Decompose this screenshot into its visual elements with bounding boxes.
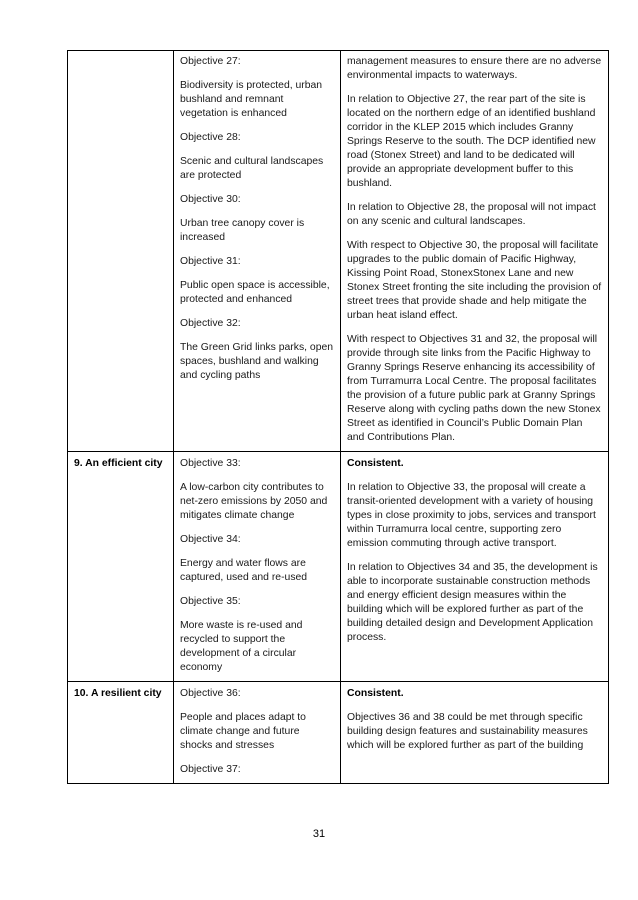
outcome-cell (68, 682, 174, 784)
objectives-cell (174, 51, 341, 452)
assessment-paragraph: management measures to ensure there are no adverse environmental impacts to waterways. (347, 56, 602, 81)
assessment-cell (341, 51, 609, 452)
outcome-cell (68, 51, 174, 452)
assessment-paragraph: In relation to Objective 28, the proposal will not impact on any scenic and cultural landscapes. (347, 202, 596, 227)
assessment-paragraph: With respect to Objective 30, the proposal will facilitate upgrades to the public domain of Pacific Highway, Kissing Point Road, StonexStonex Lane and new Stonex Street fronting the site including the provision of street trees that provide shade and help mitigate the urban heat island effect. (347, 240, 602, 321)
objective-heading: Objective 31: (180, 256, 241, 267)
objective-text: A low-carbon city contributes to net-zero emissions by 2050 and mitigates climate change (180, 482, 328, 521)
objective-heading: Objective 33: (180, 458, 241, 469)
outcome-label: 9. An efficient city (74, 458, 163, 469)
assessment-paragraph: Objectives 36 and 38 could be met through specific building design features and sustainability measures which will be explored further as part of the building (347, 712, 588, 751)
assessment-paragraph: In relation to Objective 33, the proposal will create a transit-oriented development with a variety of housing types in close proximity to jobs, services and transport within Turramurra local centre, supporting zero emission commuting through active transport. (347, 482, 596, 549)
objective-text: The Green Grid links parks, open spaces, bushland and walking and cycling paths (180, 342, 334, 381)
objective-text: Biodiversity is protected, urban bushland and remnant vegetation is enhanced (180, 80, 323, 119)
objective-text: Public open space is accessible, protected and enhanced (180, 280, 330, 305)
table-row (68, 51, 609, 452)
objective-heading: Objective 30: (180, 194, 241, 205)
objective-heading: Objective 37: (180, 764, 241, 775)
consistency-table (67, 50, 609, 784)
objective-text: Energy and water flows are captured, used and re-used (180, 558, 308, 583)
objective-heading: Objective 35: (180, 596, 241, 607)
objective-heading: Objective 34: (180, 534, 241, 545)
outcome-cell (68, 452, 174, 682)
objective-heading: Objective 27: (180, 56, 241, 67)
objective-heading: Objective 32: (180, 318, 241, 329)
status-label: Consistent. (347, 688, 404, 699)
assessment-cell (341, 682, 609, 784)
assessment-paragraph: In relation to Objectives 34 and 35, the development is able to incorporate sustainable construction methods and energy efficient design measures within the building which will be explored further as part of the building detailed design and Development Application process. (347, 562, 598, 643)
objective-text: Urban tree canopy cover is increased (180, 218, 305, 243)
objective-text: People and places adapt to climate change and future shocks and stresses (180, 712, 306, 751)
assessment-paragraph: In relation to Objective 27, the rear part of the site is located on the northern edge of an identified bushland corridor in the KLEP 2015 which includes Granny Springs Reserve to the south. The DCP identified new road (Stonex Street) and land to be dedicated will provide an appropriate development buffer to this bushland. (347, 94, 596, 189)
status-label: Consistent. (347, 458, 404, 469)
assessment-cell (341, 452, 609, 682)
assessment-paragraph: With respect to Objectives 31 and 32, the proposal will provide through site links from the Pacific Highway to Granny Springs Reserve enhancing its accessibility of from Turramurra Local Centre. The proposal facilitates the provision of a future public park at Granny Springs Reserve along with cycling paths down the new Stonex Street as identified in Council’s Public Domain Plan and Contributions Plan. (347, 334, 601, 443)
objectives-cell (174, 682, 341, 784)
outcome-label: 10. A resilient city (74, 688, 162, 699)
objectives-cell (174, 452, 341, 682)
page-number: 31 (312, 828, 326, 840)
objective-text: More waste is re-used and recycled to support the development of a circular economy (180, 620, 303, 673)
objective-text: Scenic and cultural landscapes are protected (180, 156, 324, 181)
objective-heading: Objective 36: (180, 688, 241, 699)
table-row (68, 452, 609, 682)
objective-heading: Objective 28: (180, 132, 241, 143)
table-row (68, 682, 609, 784)
